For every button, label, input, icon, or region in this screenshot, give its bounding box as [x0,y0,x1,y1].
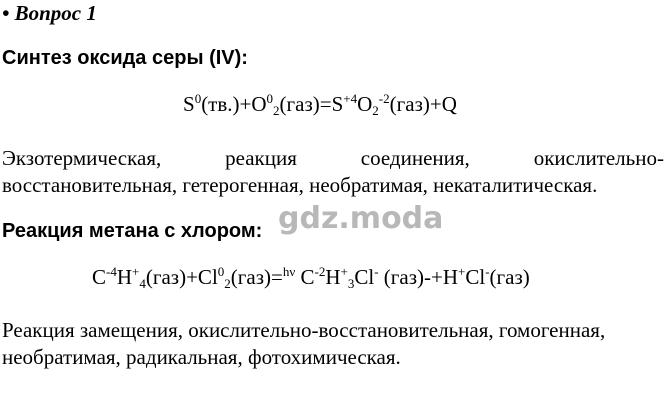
equation-term: H [325,265,341,289]
bullet: • [2,1,10,25]
section1-description-line2: восстановительная, гетерогенная, необратимая, некаталитическая. [2,173,598,197]
equation-term: (газ) [489,265,530,289]
question-header [2,1,97,25]
subscript: 3 [347,276,355,291]
equation-term: C [295,265,315,289]
equation-term: (газ)= [230,265,283,289]
equation-term: (тв.)+O [201,92,267,116]
question-title: Вопрос 1 [14,1,97,25]
superscript: 0 [217,264,225,279]
superscript: + [340,264,348,279]
superscript: -4 [106,264,117,279]
superscript: + [132,264,140,279]
section2-description-line2: необратимая, радикальная, фотохимическая. [2,345,401,369]
superscript: hν [282,264,296,279]
watermark-logo: gdz.moda [278,201,444,236]
equation-term: (газ)+Cl [145,265,218,289]
superscript: +4 [343,91,358,106]
superscript: -2 [314,264,326,279]
equation-term: C [92,265,107,289]
superscript: + [458,264,466,279]
section1-description-line1 [2,146,664,170]
equation-term: Cl [354,265,375,289]
subscript: 2 [372,103,379,118]
section1-heading: Синтез оксида серы (IV): [2,47,248,69]
equation-term: (газ)+Q [389,92,457,116]
equation-term: (газ)-+H [378,265,459,289]
equation-term: (газ)=S [279,92,344,116]
equation-term: Cl [465,265,486,289]
subscript: 2 [273,103,280,118]
description-word: окислительно- [533,146,664,170]
superscript: 0 [266,91,274,106]
equation-term: S [183,92,195,116]
section2-equation [92,265,530,289]
description-word: Экзотермическая, [2,146,162,170]
subscript: 4 [139,276,146,291]
superscript: -2 [378,91,390,106]
superscript: - [485,264,490,279]
superscript: 0 [194,91,202,106]
superscript: - [374,264,379,279]
equation-term: O [357,92,373,116]
section2-heading: Реакция метана с хлором: [2,220,263,242]
equation-term: H [116,265,133,289]
description-word: соединения, [360,146,470,170]
description-word: реакция [225,146,297,170]
subscript: 2 [224,276,231,291]
section2-description-line1: Реакция замещения, окислительно-восстановительная, гомогенная, [2,318,606,342]
section1-equation [183,92,457,116]
